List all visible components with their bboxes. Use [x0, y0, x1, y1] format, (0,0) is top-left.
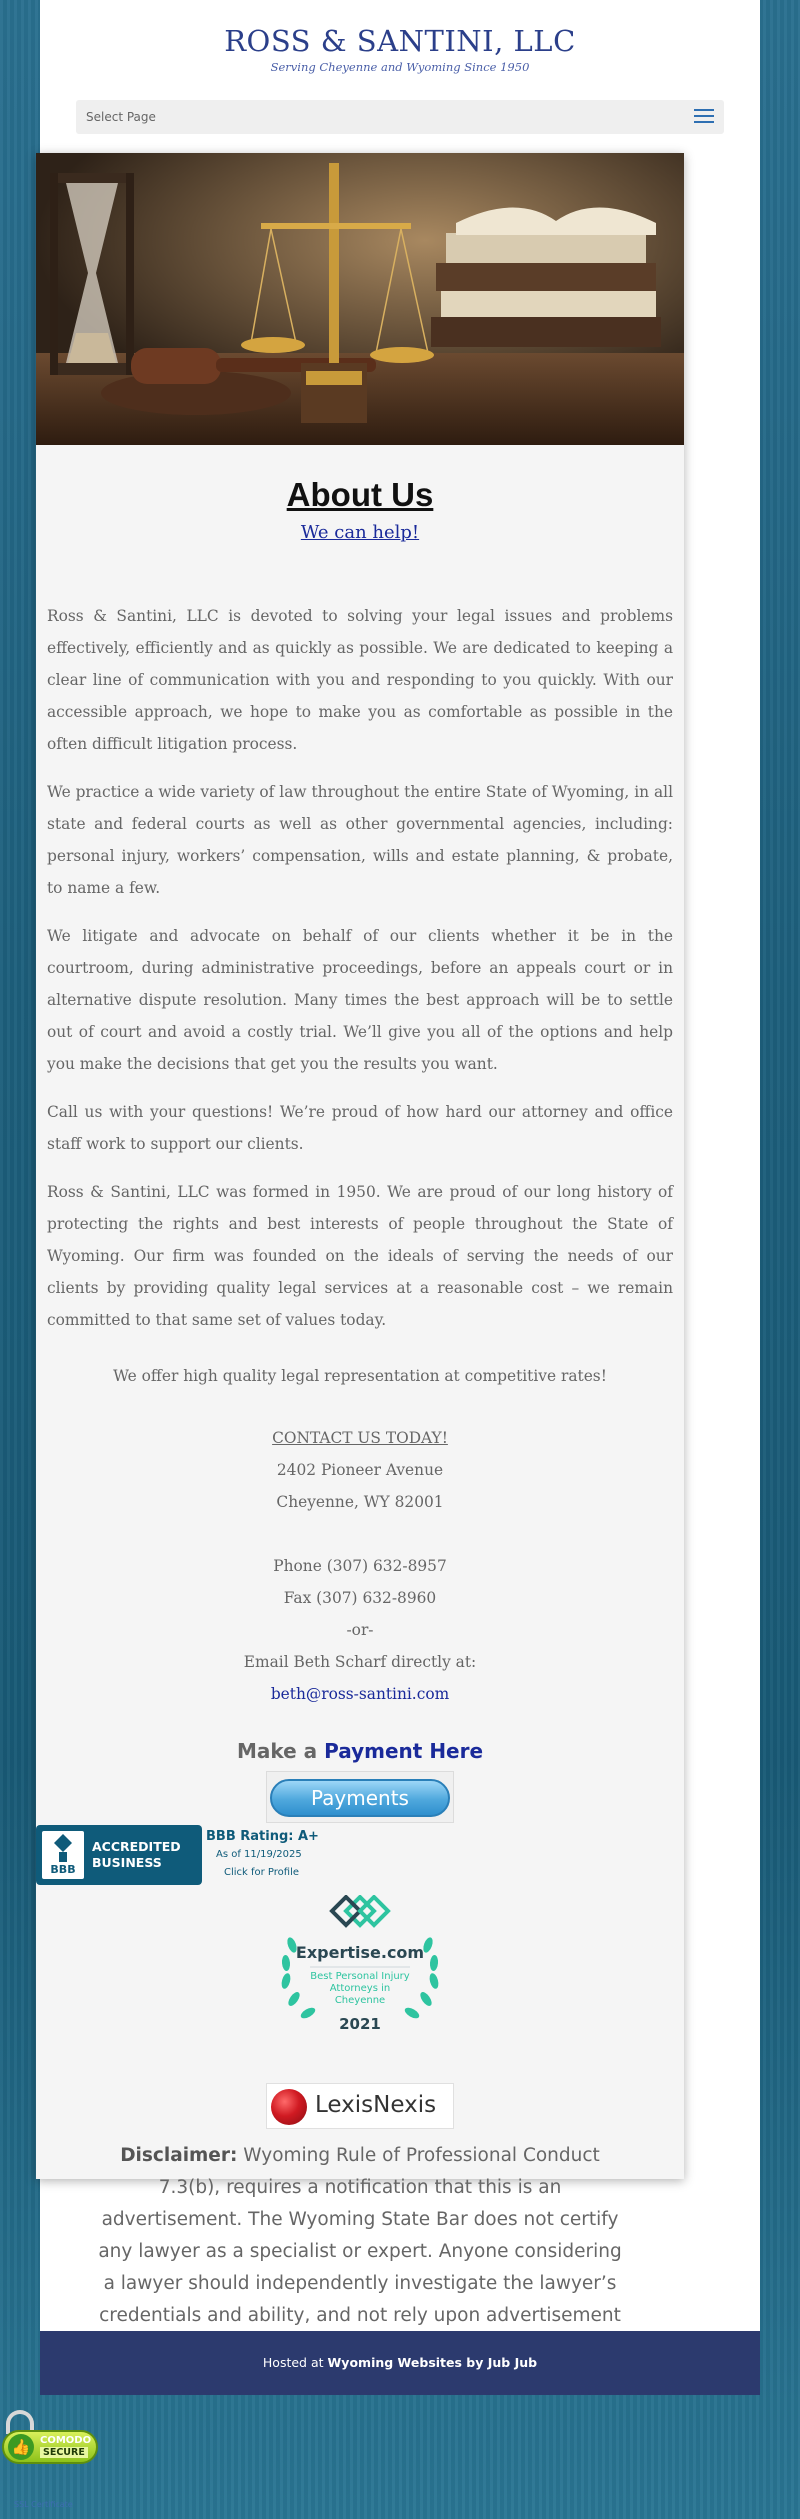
bbb-accredited-badge[interactable]: [36, 1825, 326, 1889]
we-can-help-link[interactable]: We can help!: [300, 522, 420, 543]
site-logo-title[interactable]: ROSS & SANTINI, LLC: [224, 24, 576, 58]
contact-heading: CONTACT US TODAY!: [272, 1429, 448, 1447]
expertise-award-badge[interactable]: [270, 1895, 450, 2045]
paragraph: We litigate and advocate on behalf of our clients whether it be in the courtroom, during administrative proceedings, before an appeals court or in alternative dispute resolution. Many times the best approach will be to settle out of court and avoid a costly trial. We’ll give you all of the options and help you make the decisions that get you the results you want.: [47, 927, 673, 1073]
expertise-name: Expertise.com: [295, 1943, 425, 1962]
disclaimer-text: Wyoming Rule of Professional Conduct 7.3(b), requires a notification that this is an advertisement. The Wyoming State Bar does not certify any lawyer as a specialist or expert. Anyone considering a lawyer should independently investigate the lawyer’s credentials and ability, and not rely upon advertisement: [98, 2145, 622, 2326]
address-line-1: 2402 Pioneer Avenue: [276, 1461, 444, 1479]
paragraph: We practice a wide variety of law throughout the entire State of Wyoming, in all state and federal courts as well as other governmental agencies, including: personal injury, workers’ compensation, wills and estate planning, & probate, to name a few.: [47, 783, 673, 897]
lexisnexis-badge[interactable]: [266, 2083, 454, 2129]
site-footer: [40, 2331, 760, 2395]
or-separator: -or-: [346, 1621, 374, 1639]
bbb-accredited-text: [92, 1839, 181, 1871]
lexisnexis-logo-icon: [271, 2089, 307, 2125]
comodo-secure-label: SECURE: [40, 2447, 88, 2458]
page-title: About Us: [286, 476, 434, 513]
paragraph: Ross & Santini, LLC is devoted to solving your legal issues and problems effectively, efficiently and as quickly as possible. We are dedicated to keeping a clear line of communication with you and responding to you quickly. With our accessible approach, we hope to make you as comfortable as possible in the often difficult litigation process.: [47, 607, 673, 753]
hero-image-scales-of-justice: [36, 153, 684, 445]
hamburger-menu-icon[interactable]: [694, 109, 714, 125]
site-tagline: Serving Cheyenne and Wyoming Since 1950: [270, 60, 530, 74]
comodo-name: COMODO: [40, 2435, 92, 2446]
comodo-secure-seal[interactable]: [2, 2410, 98, 2466]
fax-number: Fax (307) 632-8960: [283, 1589, 437, 1607]
content-card: [36, 153, 684, 2179]
expertise-line-1: Best Personal Injury: [310, 1971, 410, 1982]
address-line-2: Cheyenne, WY 82001: [276, 1493, 444, 1511]
expertise-line-3: Cheyenne: [334, 1995, 386, 2006]
payments-button-frame: [266, 1771, 454, 1823]
email-label: Email Beth Scharf directly at:: [243, 1653, 477, 1671]
ssl-certificate-link[interactable]: SSL Certificate: [14, 2500, 73, 2509]
bbb-business-line: BUSINESS: [92, 1855, 162, 1870]
bbb-profile-link[interactable]: Click for Profile: [224, 1867, 300, 1878]
bbb-logo-text: BBB: [50, 1863, 76, 1876]
footer-prefix: Hosted at: [262, 2355, 324, 2370]
paragraph: Ross & Santini, LLC was formed in 1950. We are proud of our long history of protecting the rights and best interests of people throughout the State of Wyoming. Our firm was founded on the ideals of serving the needs of our clients by providing quality legal services at a reasonable cost – we remain committed to that same set of values today.: [47, 1183, 673, 1329]
payment-here-link[interactable]: Payment Here: [324, 1739, 484, 1763]
payment-heading: [36, 1739, 684, 1763]
lexisnexis-name: LexisNexis: [315, 2092, 437, 2118]
bbb-rating-date: As of 11/19/2025: [216, 1849, 302, 1860]
bbb-accredited-line: ACCREDITED: [92, 1839, 181, 1854]
site-header: [40, 0, 760, 153]
about-paragraphs: [47, 600, 673, 1352]
thumbs-up-icon: 👍: [8, 2434, 34, 2460]
email-link[interactable]: beth@ross-santini.com: [270, 1685, 450, 1703]
paragraph: Call us with your questions! We’re proud of how hard our attorney and office staff work to support our clients.: [47, 1103, 673, 1153]
footer-host-link[interactable]: Wyoming Websites by Jub Jub: [327, 2355, 538, 2370]
phone-number[interactable]: Phone (307) 632-8957: [273, 1557, 447, 1575]
mobile-nav-bar[interactable]: [76, 100, 724, 134]
select-page-label[interactable]: Select Page: [86, 110, 156, 124]
scales-of-justice-icon: [36, 153, 684, 445]
bbb-rating: BBB Rating: A+: [206, 1829, 319, 1844]
payment-prefix: Make a: [236, 1739, 318, 1763]
comodo-badge: [2, 2430, 98, 2464]
disclaimer-label: Disclaimer:: [120, 2145, 238, 2166]
bbb-badge-box: [36, 1825, 202, 1885]
expertise-subtitle: [310, 1971, 410, 2007]
payments-button[interactable]: Payments: [270, 1779, 450, 1817]
expertise-line-2: Attorneys in: [329, 1983, 391, 1994]
expertise-year: 2021: [339, 2015, 381, 2033]
rates-line: We offer high quality legal representation at competitive rates!: [113, 1367, 607, 1385]
bbb-torch-icon: [42, 1831, 84, 1879]
